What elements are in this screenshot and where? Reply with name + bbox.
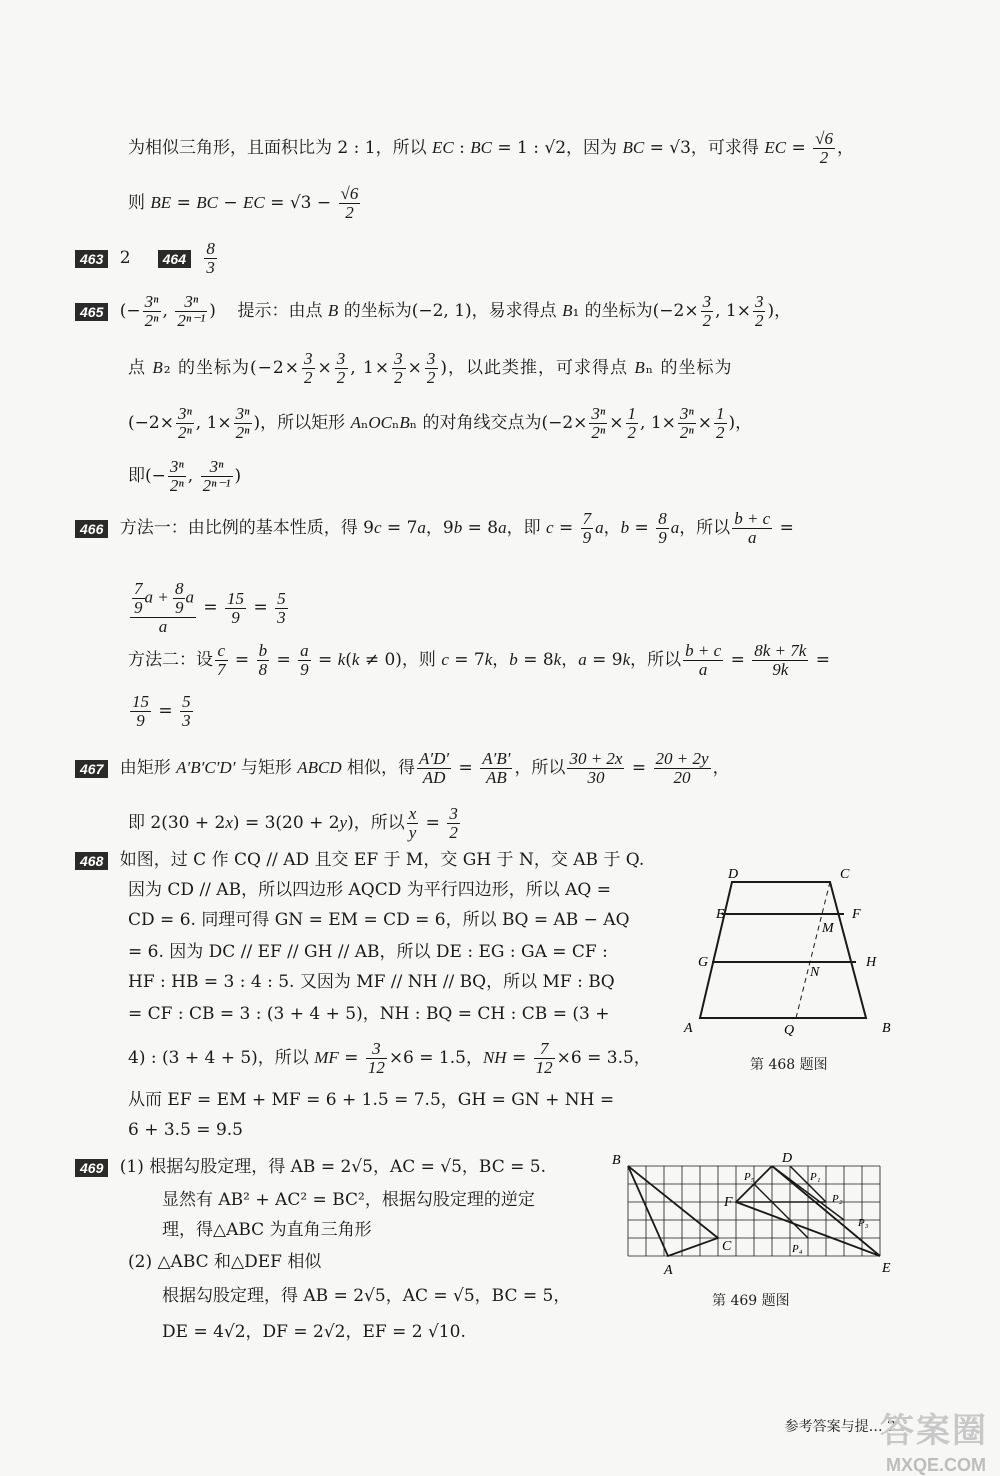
problem-465-line: 即(− $\frac{\text{3ⁿ}}{\text{2ⁿ}}$ , $\frac{\text{3ⁿ}}{\text{2ⁿ⁻¹}}$ ) — [128, 457, 242, 495]
point-label: A — [684, 1021, 693, 1036]
answer-value: 2 — [119, 248, 131, 268]
problem-number-badge: 466 — [75, 520, 108, 538]
point-label: F — [852, 907, 861, 922]
figure-469-grid — [610, 1150, 900, 1280]
watermark-logo: 答案圈 — [880, 1412, 988, 1450]
problem-466-line: $\frac{15}{9}$ = $\frac{5}{3}$ — [132, 692, 191, 730]
problem-468-line — [75, 848, 644, 872]
point-label: D — [782, 1151, 793, 1166]
problem-468-line: 6 + 3.5 = 9.5 — [128, 1120, 243, 1140]
point-label: M — [822, 921, 834, 936]
problem-468-line: = 6. 因为 DC // EF // GH // AB，所以 DE : EG : GA = CF : — [128, 942, 608, 962]
text: 如图，过 C 作 CQ // AD 且交 EF 于 M，交 GH 于 N，交 AB 于 Q. — [119, 850, 645, 870]
point-label: E — [882, 1261, 891, 1276]
page-footer: 参考答案与提… 2… — [784, 1419, 910, 1435]
point-label: P₁ — [810, 1171, 821, 1183]
problem-465-line: (−2× $\frac{\text{3ⁿ}}{\text{2ⁿ}}$ , 1× $\frac{\text{3ⁿ}}{\text{2ⁿ}}$ )，所以矩形 AₙOCₙBₙ 的对角线交点为(−2× $\frac{\text{3ⁿ}}{\text{2ⁿ}}$ × $\frac{1}{2}$ , 1× $\frac{\text{3ⁿ}}{\text{2ⁿ}}$ × $\frac{1}{2}$ )， — [128, 404, 753, 442]
problem-number-badge: 465 — [75, 303, 108, 321]
problem-number-badge: 468 — [75, 852, 108, 870]
point-label: F — [724, 1195, 733, 1210]
point-label: P₄ — [792, 1243, 803, 1255]
point-label: N — [810, 965, 820, 980]
point-label: A — [664, 1263, 673, 1278]
watermark-url: MXQE.COM — [885, 1455, 986, 1475]
text-line: 则 BE = BC − EC = √3 − $\frac{√6}{2}$ — [128, 184, 359, 222]
problem-468-line: 4) : (3 + 4 + 5)，所以 MF = $\frac{3}{12}$ ×6 = 1.5，NH = $\frac{7}{12}$ ×6 = 3.5， — [128, 1039, 651, 1077]
problem-468-line: HF : HB = 3 : 4 : 5. 又因为 MF // NH // BQ，所以 MF : BQ — [128, 972, 615, 992]
problem-469-line — [75, 1155, 546, 1179]
point-label: C — [722, 1239, 732, 1254]
point-label: P₅ — [744, 1171, 755, 1183]
text-line: 为相似三角形，且面积比为 2 : 1，所以 EC : BC = 1 : √2，因为 BC = √3，可求得 EC = $\frac{√6}{2}$ ， — [128, 129, 854, 167]
point-label: P₃ — [858, 1217, 869, 1229]
problem-468-line: 从而 EF = EM + MF = 6 + 1.5 = 7.5，GH = GN + NH = — [128, 1090, 615, 1110]
point-label: P₂ — [832, 1193, 843, 1205]
problem-number-badge: 467 — [75, 760, 108, 778]
point-label: E — [716, 907, 725, 922]
point-label: D — [728, 867, 739, 882]
problem-469-line: DE = 4√2，DF = 2√2，EF = 2 √10. — [162, 1322, 466, 1342]
answers-463-464: 463 2 464 $\frac{8}{3}$ — [75, 240, 219, 277]
problem-468-line: CD = 6. 同理可得 GN = EM = CD = 6，所以 BQ = AB − AQ — [128, 910, 630, 930]
problem-467-line: 467 由矩形 A′B′C′D′ 与矩形 ABCD 相似，得 $\frac{A'D'}{AD}$ = $\frac{A'B'}{AB}$ ，所以 $\frac{30 + 2x}{30}$ = $\frac{20 + 2y}{20}$ ， — [75, 750, 730, 787]
point-label: B — [882, 1021, 891, 1036]
problem-number-badge: 464 — [158, 250, 191, 268]
text: (1) 根据勾股定理，得 AB = 2√5，AC = √5，BC = 5. — [119, 1157, 547, 1177]
problem-466-line: $\frac{7}{9}$ a + $\frac{8}{9}$ a a = $\frac{15}{9}$ = $\frac{5}{3}$ — [128, 580, 290, 636]
problem-468-line: = CF : CB = 3 : (3 + 4 + 5)，NH : BQ = CH : CB = (3 + — [128, 1004, 610, 1024]
problem-469-line: 显然有 AB² + AC² = BC²，根据勾股定理的逆定 — [162, 1190, 535, 1210]
problem-466-line: 方法二：设 $\frac{c}{7}$ = $\frac{b}{8}$ = $\frac{a}{9}$ = k(k ≠ 0)，则 c = 7k，b = 8k，a = 9k，所以 $\frac{b + c}{a}$ = $\frac{8k + 7k}{9k}$ = — [128, 641, 830, 679]
point-label: C — [840, 867, 850, 882]
problem-466-line: 466 方法一：由比例的基本性质，得 9c = 7a，9b = 8a，即 c = $\frac{7}{9}$ a，b = $\frac{8}{9}$ a，所以 $\frac{b + c}{a}$ = — [75, 510, 794, 547]
problem-number-badge: 463 — [75, 250, 108, 268]
problem-465-line: 465 (− $\frac{\text{3ⁿ}}{\text{2ⁿ}}$ , $\frac{\text{3ⁿ}}{\text{2ⁿ⁻¹}}$ ) 提示：由点 B 的坐标为(−2, 1)，易求得点 B₁ 的坐标为(−2× $\frac{3}{2}$ , 1× $\frac{3}{2}$ )， — [75, 293, 791, 330]
point-label: B — [612, 1153, 621, 1168]
figure-468-trapezoid — [680, 862, 900, 1042]
problem-number-badge: 469 — [75, 1159, 108, 1177]
point-label: H — [866, 955, 877, 970]
point-label: Q — [784, 1023, 795, 1038]
problem-467-line: 即 2(30 + 2x) = 3(20 + 2y)，所以 $\frac{x}{y}$ = $\frac{3}{2}$ — [128, 804, 458, 842]
problem-469-line: 根据勾股定理，得 AB = 2√5，AC = √5，BC = 5， — [162, 1286, 571, 1306]
problem-465-line: 点 B₂ 的坐标为(−2× $\frac{3}{2}$ × $\frac{3}{2}$ , 1× $\frac{3}{2}$ × $\frac{3}{2}$ )，以此类推，可求得点 Bₙ 的坐标为 — [128, 349, 733, 387]
problem-469-line: 理，得△ABC 为直角三角形 — [162, 1220, 372, 1240]
problem-468-line: 因为 CD // AB，所以四边形 AQCD 为平行四边形，所以 AQ = — [128, 880, 611, 900]
point-label: G — [698, 955, 709, 970]
problem-469-line: (2) △ABC 和△DEF 相似 — [128, 1252, 322, 1272]
figure-468-caption: 第 468 题图 — [750, 1057, 828, 1073]
figure-469-caption: 第 469 题图 — [712, 1293, 790, 1309]
